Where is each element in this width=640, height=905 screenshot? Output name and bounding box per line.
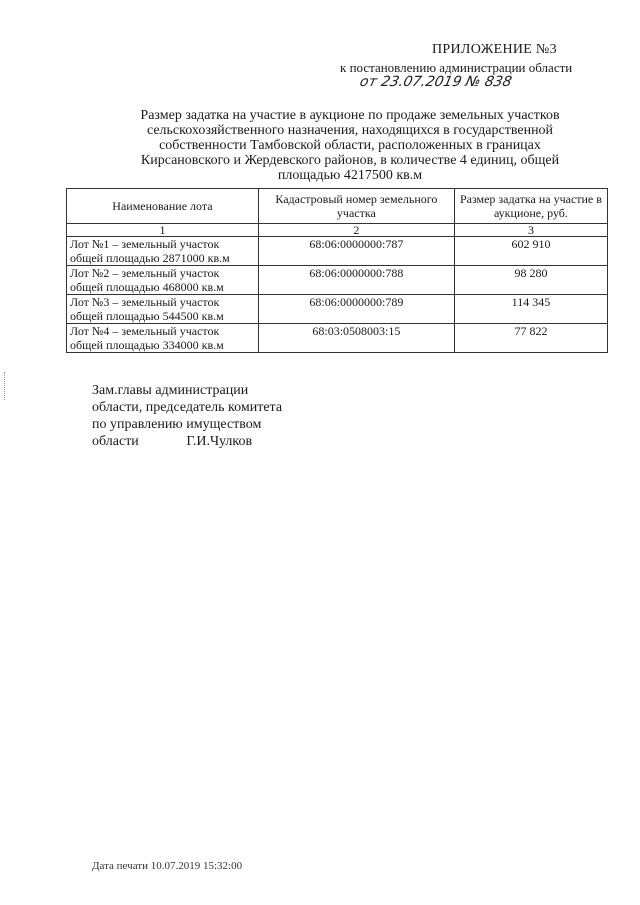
lot-name-cell [67, 295, 259, 324]
lot-name-line: Лот №3 – земельный участок [70, 295, 220, 309]
table-row [67, 324, 608, 353]
deposit-cell: 602 910 [454, 237, 607, 266]
appendix-subtitle: к постановлению администрации области [340, 60, 573, 75]
table-row [67, 295, 608, 324]
cadastral-cell: 68:06:0000000:788 [258, 266, 454, 295]
header-lot-name: Наименование лота [67, 189, 259, 224]
heading-line: Размер задатка на участие в аукционе по продаже земельных участков [140, 108, 560, 123]
margin-mark [4, 372, 6, 400]
handwritten-date: от 23.07.2019 № 838 [358, 74, 514, 90]
table-header-row [67, 189, 608, 224]
column-number: 2 [258, 224, 454, 237]
lot-name-line: Лот №4 – земельный участок [70, 324, 220, 338]
signature-line: Зам.главы администрации [92, 383, 249, 398]
cadastral-cell: 68:06:0000000:789 [258, 295, 454, 324]
heading-line: Кирсановского и Жердевского районов, в количестве 4 единиц, общей [140, 153, 560, 168]
cadastral-cell: 68:03:0508003:15 [258, 324, 454, 353]
lot-name-line: Лот №2 – земельный участок [70, 266, 220, 280]
lot-area-line: общей площадью 334000 кв.м [70, 338, 224, 352]
lot-name-cell [67, 237, 259, 266]
lot-name-line: Лот №1 – земельный участок [70, 237, 220, 251]
lot-area-line: общей площадью 468000 кв.м [70, 280, 224, 294]
heading-line: собственности Тамбовской области, расположенных в границах [159, 138, 541, 153]
lots-table [66, 188, 608, 353]
table-row [67, 237, 608, 266]
column-number: 1 [67, 224, 259, 237]
signature-line: области [92, 434, 139, 449]
header-deposit: Размер задатка на участие в аукционе, руб. [454, 189, 607, 224]
lot-name-cell [67, 266, 259, 295]
signature-line: по управлению имуществом [92, 417, 262, 432]
deposit-cell: 114 345 [454, 295, 607, 324]
signatory-name: Г.И.Чулков [186, 434, 253, 449]
cadastral-cell: 68:06:0000000:787 [258, 237, 454, 266]
appendix-title: ПРИЛОЖЕНИЕ №3 [432, 42, 557, 57]
column-number-row [67, 224, 608, 237]
lot-name-cell [67, 324, 259, 353]
header-cadastral: Кадастровый номер земельного участка [258, 189, 454, 224]
heading-line: площадью 4217500 кв.м [277, 168, 423, 183]
column-number: 3 [454, 224, 607, 237]
deposit-cell: 98 280 [454, 266, 607, 295]
print-date: Дата печати 10.07.2019 15:32:00 [92, 860, 243, 872]
signature-line: области, председатель комитета [92, 400, 283, 415]
signature-line-with-name [92, 433, 282, 450]
lot-area-line: общей площадью 2871000 кв.м [70, 251, 230, 265]
signature-block [92, 382, 282, 450]
heading-line: сельскохозяйственного назначения, находящихся в государственной [146, 123, 554, 138]
document-heading [110, 108, 590, 183]
table-row [67, 266, 608, 295]
deposit-cell: 77 822 [454, 324, 607, 353]
lot-area-line: общей площадью 544500 кв.м [70, 309, 224, 323]
